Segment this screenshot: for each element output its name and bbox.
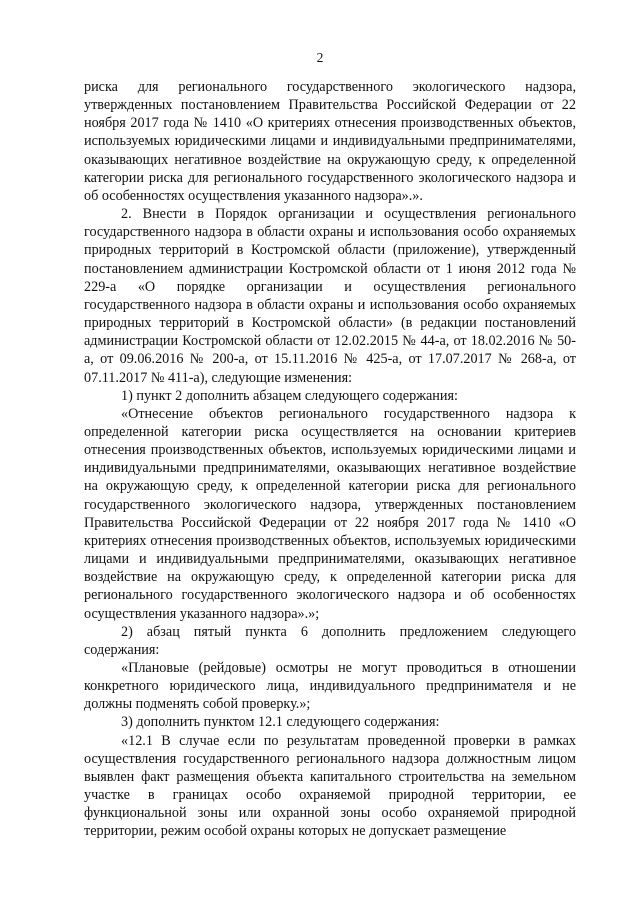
paragraph: 2. Внести в Порядок организации и осуществления регионального государственного надзора в области охраны и использования особо охраняемых природных территорий в Костромской области (приложение), утвержденный постановлением администрации Костромской области от 1 июня 2012 года № 229-а «О порядке организации и осуществления регионального государственного надзора в области охраны и использования особо охраняемых природных территорий в Костромской области» (в редакции постановлений администрации Костромской области от 12.02.2015 № 44-а, от 18.02.2016 № 50-а, от 09.06.2016 № 200-а, от 15.11.2016 № 425-а, от 17.07.2017 № 268-а, от 07.11.2017 № 411-а), следующие изменения: — [84, 206, 576, 386]
paragraph: 2) абзац пятый пункта 6 дополнить предложением следующего содержания: — [84, 623, 576, 658]
paragraph: риска для регионального государственного экологического надзора, утвержденных постановлением Правительства Российской Федерации от 22 ноября 2017 года № 1410 «О критериях отнесения производственных объектов, используемых юридическими лицами и индивидуальными предпринимателями, оказывающих негативное воздействие на окружающую среду, к определенной категории риска для регионального государственного экологического надзора и об особенностях осуществления указанного надзора».». — [84, 79, 576, 204]
paragraph: «Отнесение объектов регионального государственного надзора к определенной категории риска осуществляется на основании критериев отнесения производственных объектов, используемых юридическими лицами и индивидуальными предпринимателями, оказывающих негативное воздействие на окружающую среду, к определенной категории риска для регионального государственного экологического надзора, утвержденных постановлением Правительства Российской Федерации от 22 ноября 2017 года № 1410 «О критериях отнесения производственных объектов, используемых юридическими лицами и индивидуальными предпринимателями, оказывающих негативное воздействие на окружающую среду, к определенной категории риска для регионального государственного экологического надзора и об особенностях осуществления указанного надзора».»; — [84, 405, 576, 622]
paragraph: «Плановые (рейдовые) осмотры не могут проводиться в отношении конкретного юридического лица, индивидуального предпринимателя и не должны подменять собой проверку.»; — [84, 660, 576, 713]
document-body — [84, 78, 576, 841]
paragraph: 3) дополнить пунктом 12.1 следующего содержания: — [121, 714, 440, 731]
paragraph: 1) пункт 2 дополнить абзацем следующего содержания: — [121, 387, 458, 404]
page-number: 2 — [316, 50, 324, 65]
paragraph: «12.1 В случае если по результатам проведенной проверки в рамках осуществления государственного регионального надзора должностным лицом выявлен факт размещения объекта капитального строительства на земельном участке в границах особо охраняемой природной территории, ее функциональной зоны или охранной зоны особо охраняемой природной территории, режим особой охраны которых не допускает размещение — [84, 732, 576, 840]
